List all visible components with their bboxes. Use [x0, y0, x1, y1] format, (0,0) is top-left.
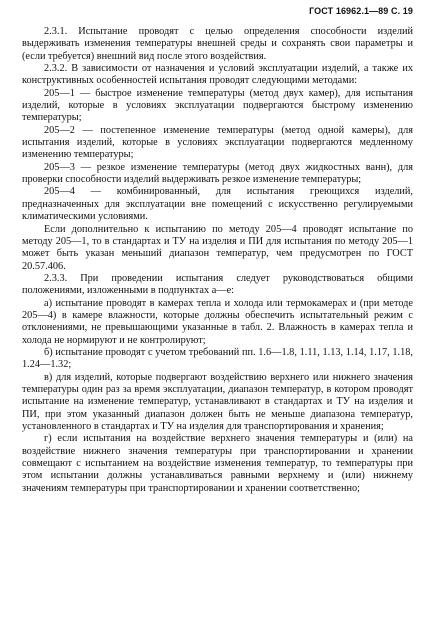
paragraph-2-3-1: 2.3.1. Испытание проводят с целью определения способности изделий выдерживать изменения температуры внешней среды и сохранять свои параметры и (если требуется) внешний вид после этого воздействия.: [22, 26, 413, 62]
method-205-1: 205—1 — быстрое изменение температуры (метод двух камер), для испытания изделий, которые в условиях эксплуатации подвергаются быстрому изменению температуры;: [22, 87, 413, 124]
subparagraph-b: б) испытание проводят с учетом требований пп. 1.6—1.8, 1.11, 1.13, 1.14, 1.17, 1.18, 1.24—1.32;: [22, 346, 413, 371]
subparagraph-g: г) если испытания на воздействие верхнего значения температуры и (или) на воздействие нижнего значения температуры при транспортировании и хранении совмещают с испытанием на воздействие изменения температур, то температуры при этом испытании должны устанавливаться равными верхнему и (или) нижнему значениям температуры при транспортировании и хранении соответственно;: [22, 433, 413, 494]
method-205-3: 205—3 — резкое изменение температуры (метод двух жидкостных ванн), для проверки способности изделий выдерживать резкое изменение температуры;: [22, 161, 413, 186]
subparagraph-v: в) для изделий, которые подвергают воздействию верхнего или нижнего значения температуры один раз за время эксплуатации, диапазон температур, в котором проводят испытание на изменение температур, устанавливают в стандартах и ТУ на изделия и ПИ, при этом указанный диапазон должен быть не меньше диапазона температур, установленного в стандартах и ТУ на изделия для транспортирования и хранения;: [22, 371, 413, 432]
running-head: ГОСТ 16962.1—89 С. 19: [309, 6, 413, 16]
paragraph-2-3-3: 2.3.3. При проведении испытания следует руководствоваться общими положениями, изложенными в подпунктах а—е:: [22, 272, 413, 297]
method-205-2: 205—2 — постепенное изменение температуры (метод одной камеры), для испытания изделий, которые в условиях эксплуатации подвергаются медленному изменению температуры;: [22, 124, 413, 161]
paragraph-additional-test: Если дополнительно к испытанию по методу 205—4 проводят испытание по методу 205—1, то в стандартах и ТУ на изделия и ПИ для испытания по методу 205—1 может быть указан меньший диапазон температур, чем предусмотрен по ГОСТ 20.57.406.: [22, 223, 413, 272]
subparagraph-a: а) испытание проводят в камерах тепла и холода или термокамерах и (при методе 205—4) в камере влажности, которые должны обеспечить испытательный режим с отклонениями, не превышающими указанные в табл. 2. Влажность в камерах тепла и холода не нормируют и не контролируют;: [22, 297, 413, 346]
paragraph-2-3-2: 2.3.2. В зависимости от назначения и условий эксплуатации изделий, а также их конструктивных особенностей испытания проводят следующими методами:: [22, 63, 413, 87]
method-205-4: 205—4 — комбинированный, для испытания греющихся изделий, предназначенных для эксплуатации вне помещений с искусственно регулируемыми климатическими условиями.: [22, 186, 413, 223]
document-body: [22, 26, 413, 495]
